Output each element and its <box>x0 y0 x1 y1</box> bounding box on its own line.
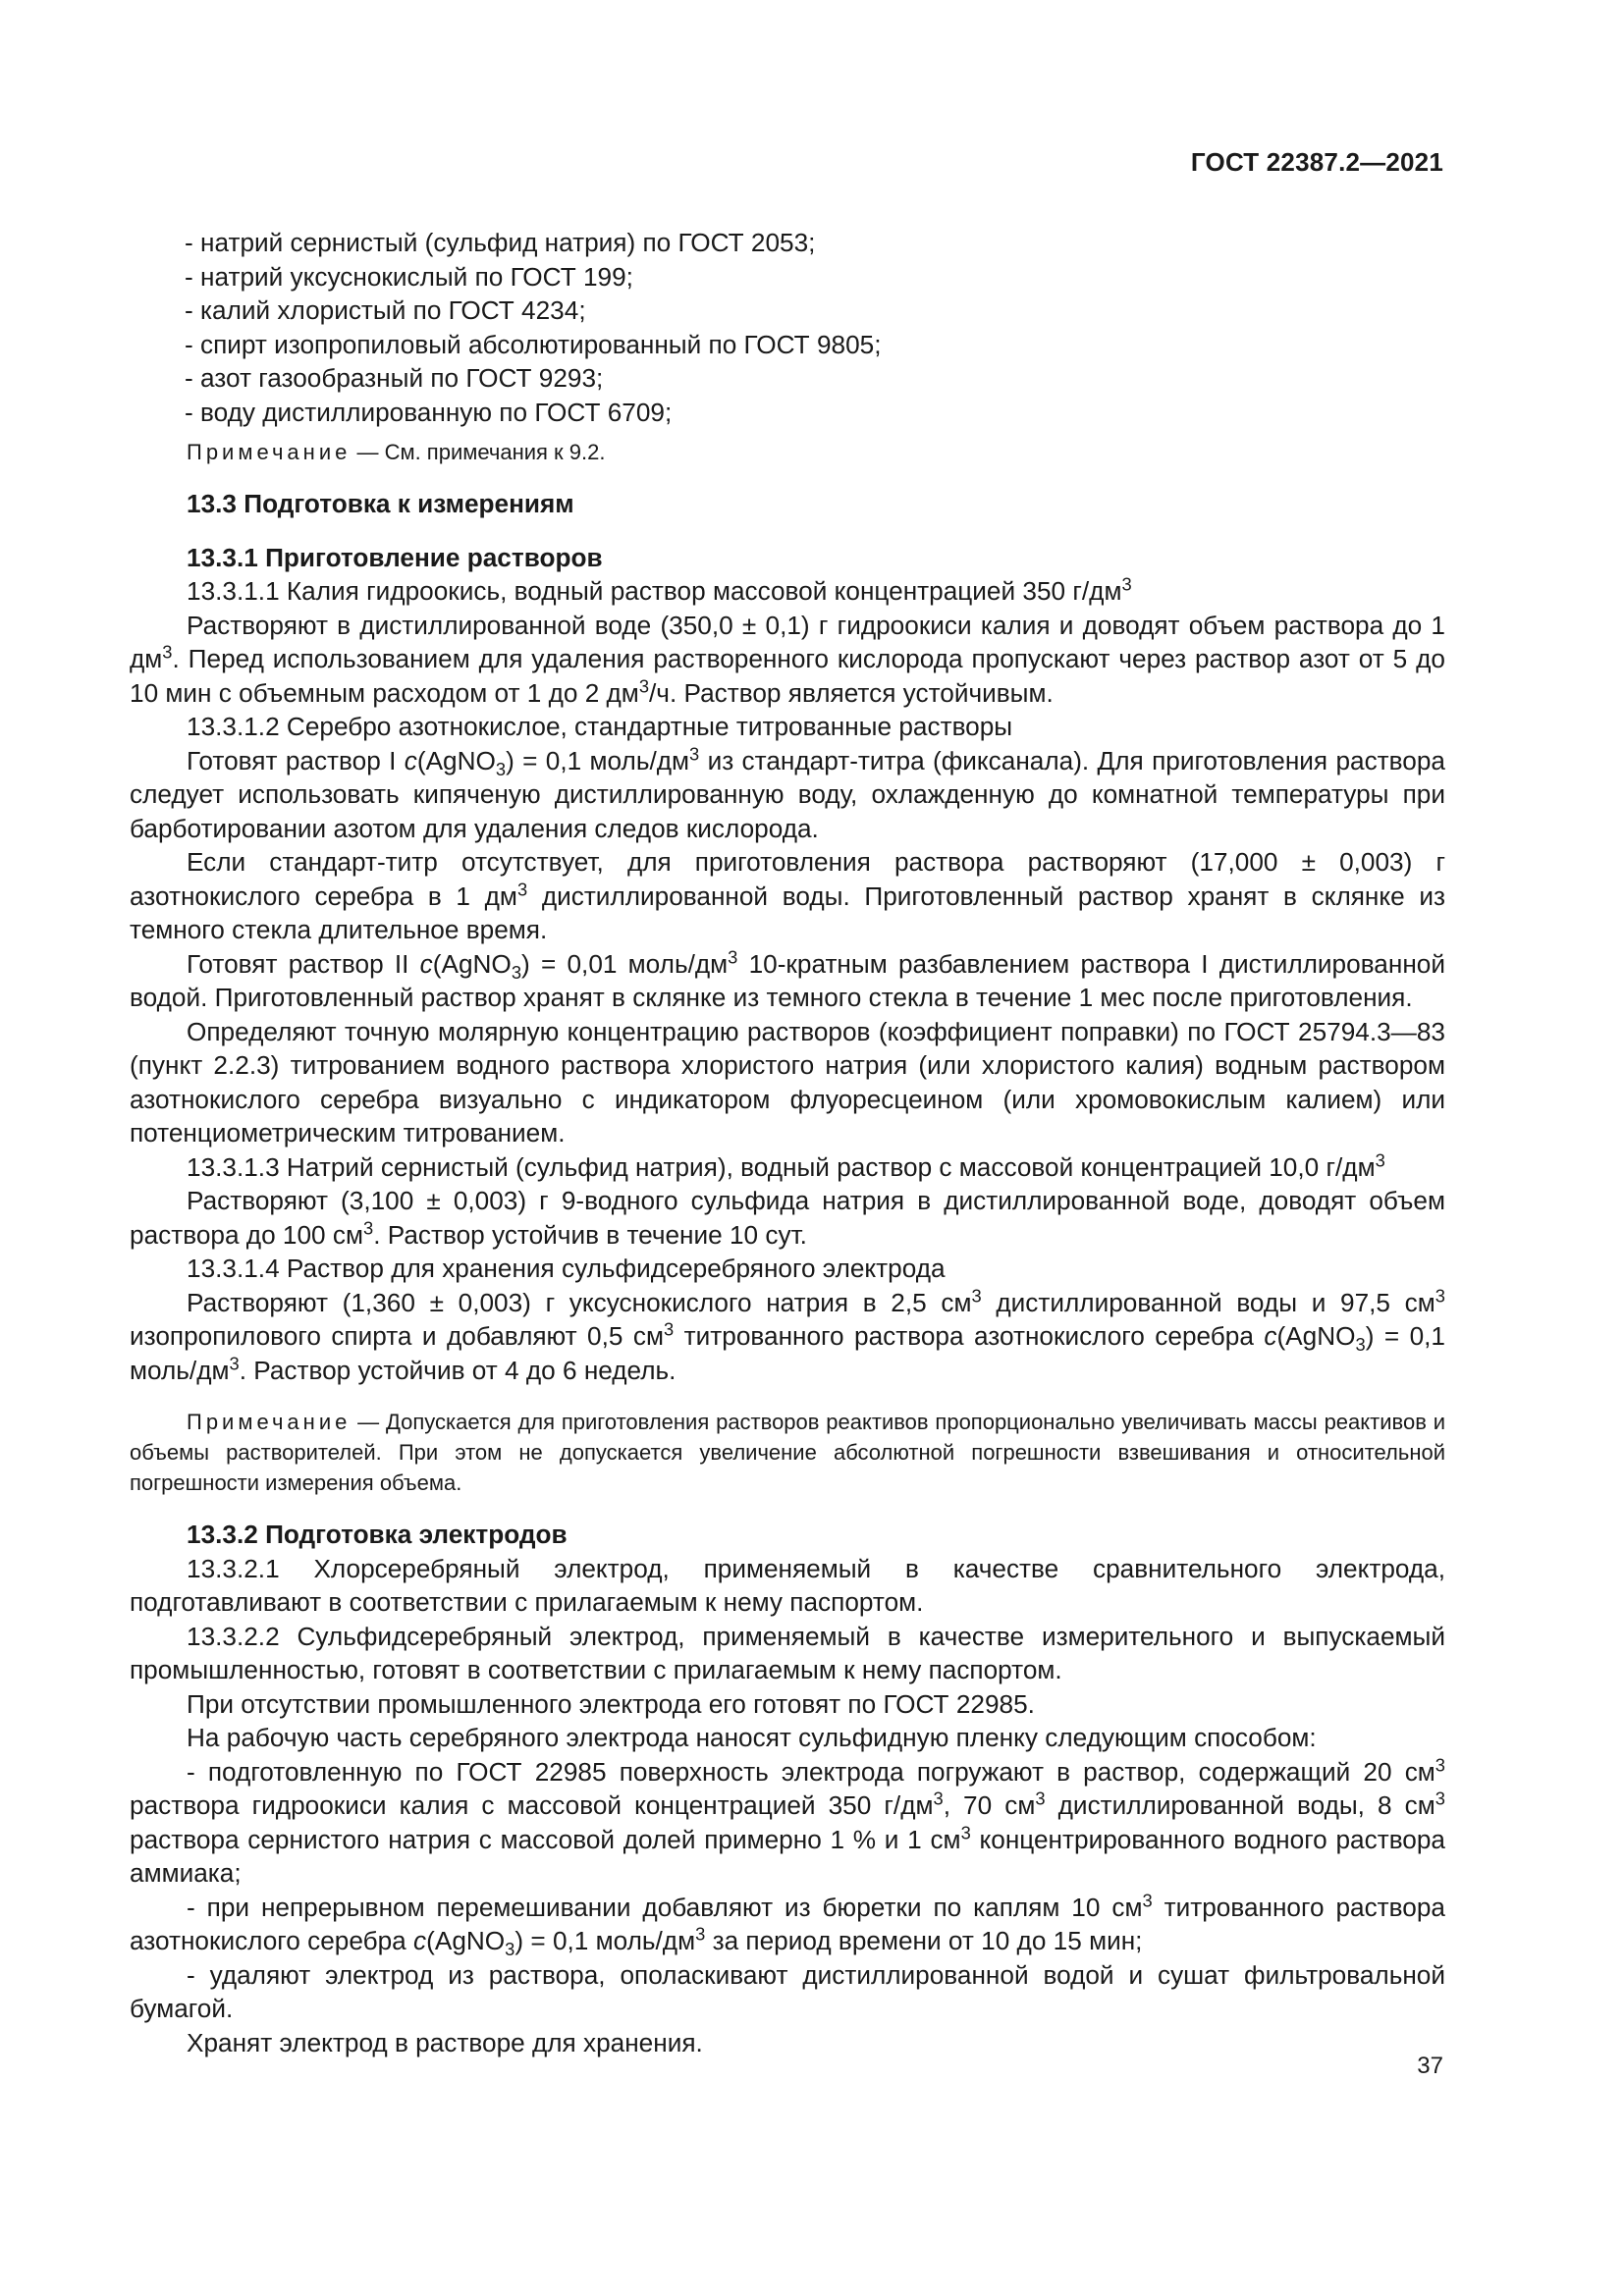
paragraph-13-3-1-1: 13.3.1.1 Калия гидроокись, водный раствор массовой концентрацией 350 $г/дм^3$ <box>187 573 1132 606</box>
reagents-list <box>130 226 1445 429</box>
paragraph-koh-preparation: Растворяют в дистиллированной воде (350,0 ± 0,1) г гидроокиси калия и доводят объем раствора до 1 $дм^3$. Перед использованием для удаления растворенного кислорода пропускают через раствор азот от 5 до 10 мин с объемным расходом от 1 до 2 $дм^3/ч$. Раствор является устойчивым. <box>130 610 1445 708</box>
paragraph-13-3-1-2: 13.3.1.2 Серебро азотнокислое, стандартные титрованные растворы <box>187 712 1013 741</box>
note-label: Примечание <box>187 1410 352 1434</box>
paragraph-storage-solution-prep: Растворяют (1,360 ± 0,003) г уксуснокислого натрия в 2,5 $см^3$ дистиллированной воды и 97,5 $см^3$ изопропилового спирта и добавляют 0,5 $см^3$ титрованного раствора азотнокислого серебра c(AgNO$_3$) = 0,1 моль/$дм^3$. Раствор устойчив от 4 до 6 недель. <box>130 1284 1445 1385</box>
section-title-13-3-1: 13.3.1 Приготовление растворов <box>187 542 603 572</box>
list-item: - калий хлористый по ГОСТ 4234; <box>185 295 586 325</box>
list-item-immersion-step: - подготовленную по ГОСТ 22985 поверхность электрода погружают в раствор, содержащий 20 $см^3$ раствора гидроокиси калия с массовой концентрацией 350 $г/дм^3$, 70 $см^3$ дистиллированной воды, 8 $см^3$ раствора сернистого натрия с массовой долей примерно 1 % и 1 $см^3$ концентрированного водного раствора аммиака; <box>130 1753 1445 1888</box>
paragraph-13-3-2-1: 13.3.2.1 Хлорсеребряный электрод, применяемый в качестве сравнительного электрода, подготавливают в соответствии с прилагаемым к нему паспортом. <box>130 1553 1445 1617</box>
paragraph-13-3-1-4: 13.3.1.4 Раствор для хранения сульфидсеребряного электрода <box>187 1254 946 1283</box>
list-item: - спирт изопропиловый абсолютированный по ГОСТ 9805; <box>185 329 882 359</box>
document-code-header: ГОСТ 22387.2—2021 <box>1190 147 1443 177</box>
paragraph-13-3-2-2: 13.3.2.2 Сульфидсеребряный электрод, применяемый в качестве измерительного и выпускаемый промышленностью, готовят в соответствии с прилагаемым к нему паспортом. <box>130 1621 1445 1684</box>
section-title-13-3: 13.3 Подготовка к измерениям <box>187 489 574 518</box>
note-see-9-2 <box>130 437 1445 467</box>
list-item: - воду дистиллированную по ГОСТ 6709; <box>185 397 673 427</box>
paragraph-molar-concentration: Определяют точную молярную концентрацию растворов (коэффициент поправки) по ГОСТ 25794.3—83 (пункт 2.2.3) титрованием водного раствора хлористого натрия (или хлористого калия) водным раствором азотнокислого серебра визуально с индикатором флуоресцеином (или хромовокислым калием) или потенциометрическим титрованием. <box>130 1016 1445 1148</box>
paragraph-13-3-1-3: 13.3.1.3 Натрий сернистый (сульфид натрия), водный раствор с массовой концентрацией 10,0 $г/дм^3$ <box>187 1148 1385 1182</box>
paragraph-solution-1: Готовят раствор I c(AgNO$_3$) = 0,1 моль/$дм^3$ из стандарт-титра (фиксанала). Для приготовления раствора следует использовать кипяченую дистиллированную воду, охлажденную до комнатной температуры при барботировании азотом для удаления следов кислорода. <box>130 742 1445 843</box>
note-text: — Допускается для приготовления растворов реактивов пропорционально увеличивать массы реактивов и объемы растворителей. При этом не допускается увеличение абсолютной погрешности взвешивания и относительной погрешности измерения объема. <box>130 1410 1445 1495</box>
paragraph-no-industrial-electrode: При отсутствии промышленного электрода его готовят по ГОСТ 22985. <box>187 1688 1035 1719</box>
list-item-rinse-step: - удаляют электрод из раствора, ополаскивают дистиллированной водой и сушат фильтровальной бумагой. <box>130 1959 1445 2023</box>
note-text: — См. примечания к 9.2. <box>351 440 606 464</box>
paragraph-electrode-storage: Хранят электрод в растворе для хранения. <box>187 2027 703 2057</box>
page-number: 37 <box>1417 2053 1443 2079</box>
paragraph-solution-2: Готовят раствор II c(AgNO$_3$) = 0,01 моль/$дм^3$ 10-кратным разбавлением раствора I дистиллированной водой. Приготовленный раствор хранят в склянке из темного стекла в течение 1 мес после приготовления. <box>130 945 1445 1012</box>
paragraph-no-standard-titer: Если стандарт-титр отсутствует, для приготовления раствора растворяют (17,000 ± 0,003) г азотнокислого серебра в 1 $дм^3$ дистиллированной воды. Приготовленный раствор хранят в склянке из темного стекла длительное время. <box>130 847 1445 944</box>
list-item-titration-step: - при непрерывном перемешивании добавляют из бюретки по каплям 10 $см^3$ титрованного раствора азотнокислого серебра c(AgNO$_3$) = 0,1 моль/$дм^3$ за период времени от 10 до 15 мин; <box>130 1889 1445 1960</box>
paragraph-sodium-sulfide-prep: Растворяют (3,100 ± 0,003) г 9-водного сульфида натрия в дистиллированной воде, доводят объем раствора до 100 $см^3$. Раствор устойчив в течение 10 сут. <box>130 1186 1445 1250</box>
paragraph-sulfide-film-method: На рабочую часть серебряного электрода наносят сульфидную пленку следующим способом: <box>187 1723 1317 1752</box>
note-label: Примечание <box>187 440 352 464</box>
list-item: - натрий уксуснокислый по ГОСТ 199; <box>185 261 633 292</box>
section-title-13-3-2: 13.3.2 Подготовка электродов <box>187 1520 568 1549</box>
list-item: - натрий сернистый (сульфид натрия) по ГОСТ 2053; <box>185 228 816 257</box>
page-content <box>130 226 1445 2059</box>
note-reagent-scaling <box>130 1407 1445 1498</box>
list-item: - азот газообразный по ГОСТ 9293; <box>185 363 604 393</box>
